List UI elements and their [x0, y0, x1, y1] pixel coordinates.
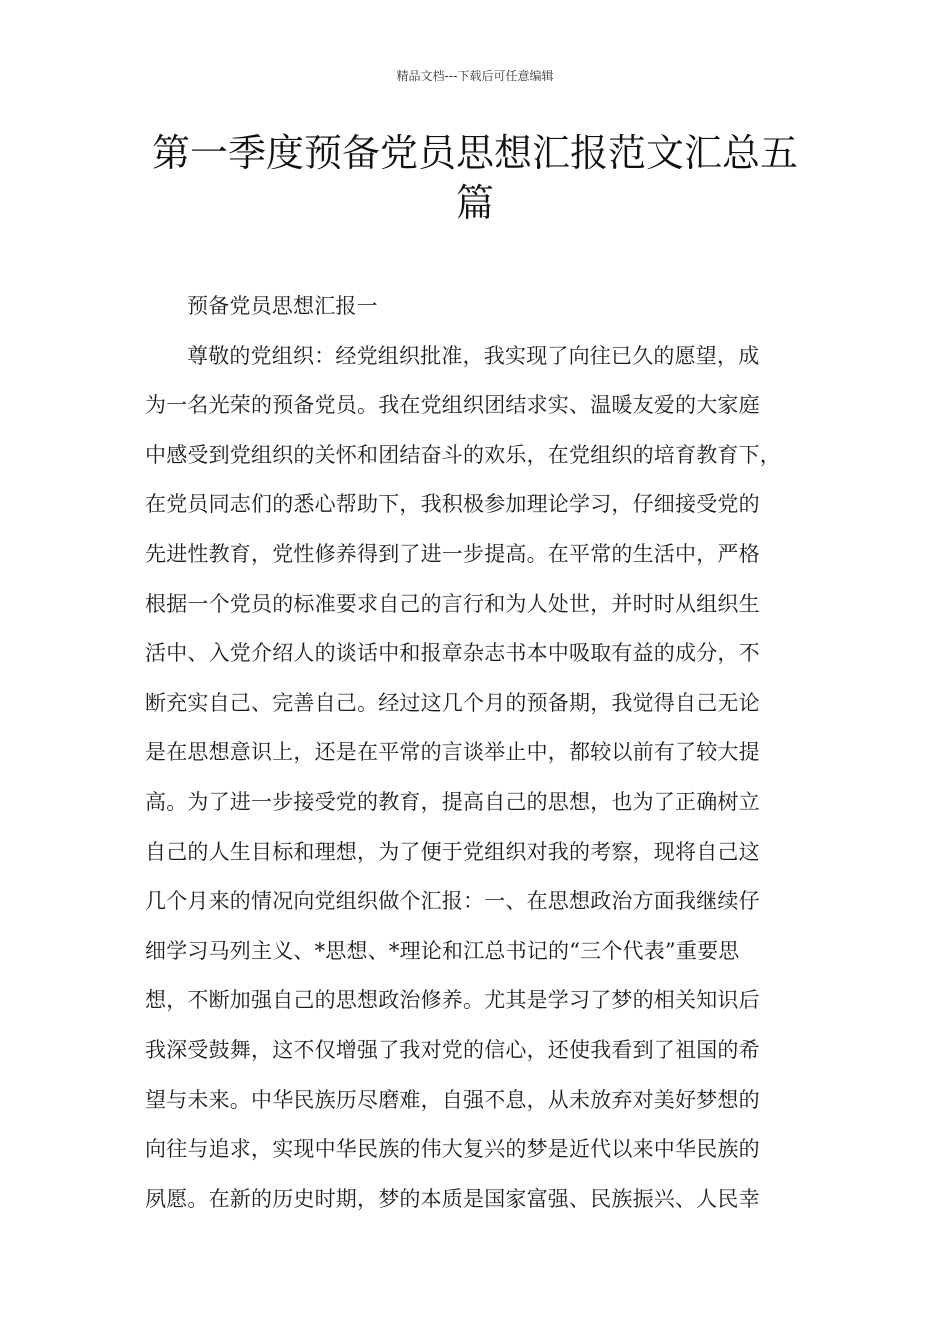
paragraph-line: 尊敬的党组织：经党组织批准，我实现了向往已久的愿望，成: [187, 343, 760, 368]
paragraph-line: 自己的人生目标和理想，为了便于党组织对我的考察，现将自己这: [145, 839, 760, 864]
paragraph-line: 先进性教育，党性修养得到了进一步提高。在平常的生活中，严格: [145, 541, 760, 566]
paragraph-line: 我深受鼓舞，这不仅增强了我对党的信心，还使我看到了祖国的希: [145, 1037, 760, 1062]
document-title-line-2: 篇: [455, 181, 494, 225]
document-body: [145, 282, 813, 1224]
paragraph-line: 想，不断加强自己的思想政治修养。尤其是学习了梦的相关知识后: [145, 988, 760, 1013]
paragraph-line: 中感受到党组织的关怀和团结奋斗的欢乐，在党组织的培育教育下，: [145, 442, 781, 467]
document-title-line-1: 第一季度预备党员思想汇报范文汇总五: [151, 131, 798, 175]
paragraph-line: 是在思想意识上，还是在平常的言谈举止中，都较以前有了较大提: [145, 740, 760, 765]
paragraph-line: 为一名光荣的预备党员。我在党组织团结求实、温暖友爱的大家庭: [145, 393, 760, 418]
document-title: [140, 128, 810, 228]
paragraph-line: 夙愿。在新的历史时期，梦的本质是国家富强、民族振兴、人民幸: [145, 1186, 760, 1211]
paragraph-line: 望与未来。中华民族历尽磨难，自强不息，从未放弃对美好梦想的: [145, 1087, 760, 1112]
paragraph-line: 根据一个党员的标准要求自己的言行和为人处世，并时时从组织生: [145, 591, 760, 616]
paragraph-line: 几个月来的情况向党组织做个汇报：一、在思想政治方面我继续仔: [145, 889, 760, 914]
paragraph-line: 在党员同志们的悉心帮助下，我积极参加理论学习，仔细接受党的: [145, 492, 760, 517]
page-header: 精品文档---下载后可任意编辑: [396, 69, 554, 83]
paragraph-line: 活中、入党介绍人的谈话中和报章杂志书本中吸取有益的成分，不: [145, 641, 760, 666]
paragraph-line: 向往与追求，实现中华民族的伟大复兴的梦是近代以来中华民族的: [145, 1137, 760, 1162]
paragraph-line: 细学习马列主义、*思想、*理论和江总书记的“三个代表”重要思: [145, 938, 740, 963]
paragraph-line: 高。为了进一步接受党的教育，提高自己的思想，也为了正确树立: [145, 789, 760, 814]
section-heading: 预备党员思想汇报一: [187, 294, 378, 318]
paragraph-line: 断充实自己、完善自己。经过这几个月的预备期，我觉得自己无论: [145, 690, 760, 715]
